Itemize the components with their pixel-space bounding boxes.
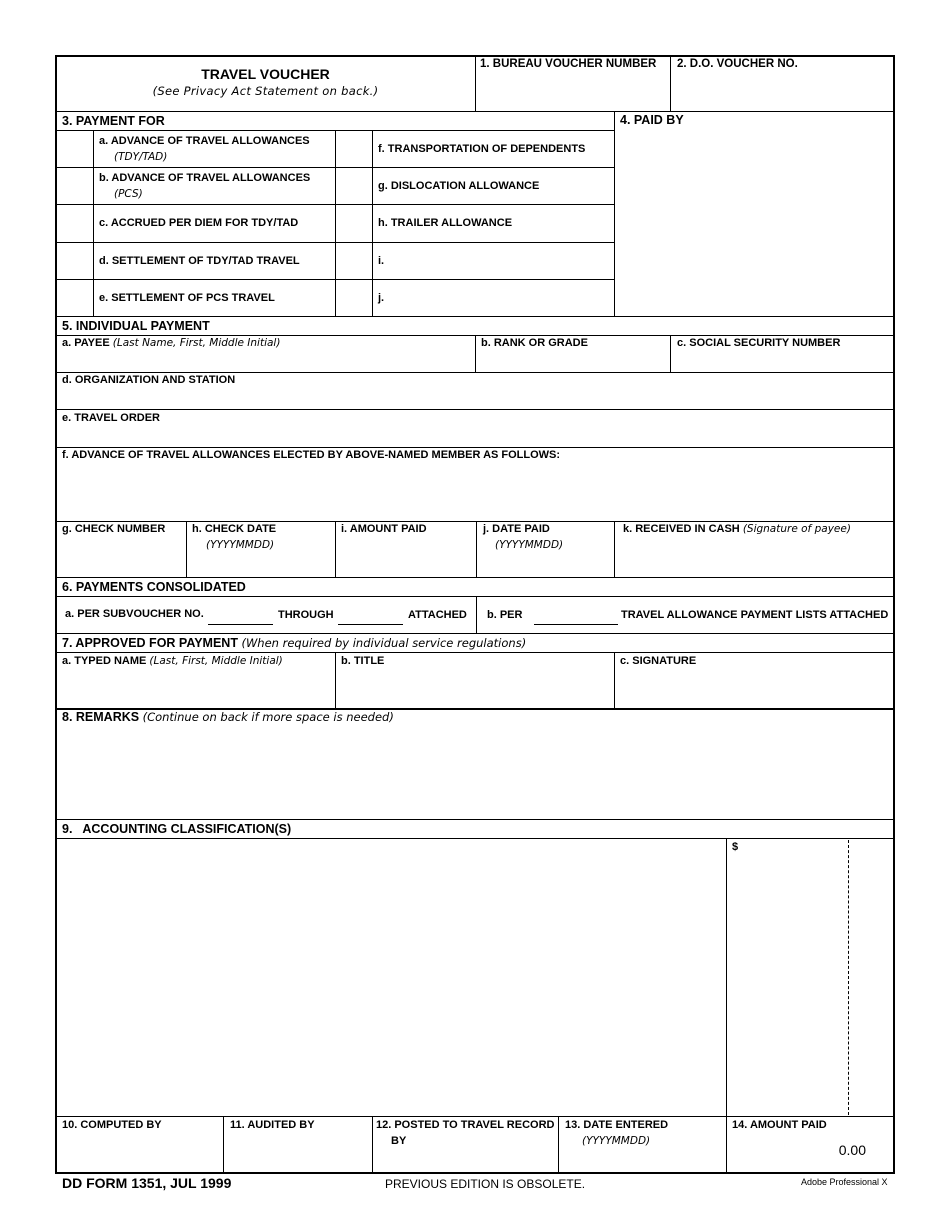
rule <box>726 1116 727 1173</box>
checkbox-advance-pcs[interactable] <box>57 168 92 203</box>
payment-item-j: j. <box>378 292 385 304</box>
payee-label-text: a. PAYEE <box>62 337 110 349</box>
payment-item-c: c. ACCRUED PER DIEM FOR TDY/TAD <box>99 217 299 229</box>
amount-paid-input[interactable] <box>337 540 474 575</box>
approved-title <box>62 636 526 650</box>
rule <box>335 521 336 577</box>
payment-item-d: d. SETTLEMENT OF TDY/TAD TRAVEL <box>99 255 300 267</box>
check-date-input[interactable] <box>188 556 333 575</box>
date-paid-label: j. DATE PAID <box>483 523 550 535</box>
ssn-label: c. SOCIAL SECURITY NUMBER <box>677 337 841 349</box>
amount-dashed-rule <box>848 840 849 1115</box>
checkbox-transport-dependents[interactable] <box>337 131 371 166</box>
accounting-title: 9. ACCOUNTING CLASSIFICATION(S) <box>62 822 292 836</box>
check-number-input[interactable] <box>58 540 184 575</box>
per-lists-input[interactable] <box>534 606 618 623</box>
software-note: Adobe Professional X <box>801 1177 888 1187</box>
rule <box>56 652 894 653</box>
rule <box>56 447 894 448</box>
subvoucher-from-input[interactable] <box>208 606 273 623</box>
rule <box>476 596 477 633</box>
typed-name-hint: (Last, First, Middle Initial) <box>149 655 283 667</box>
remarks-title <box>62 710 394 724</box>
rule <box>56 633 894 634</box>
date-entered-format: (YYYYMMDD) <box>582 1135 651 1147</box>
payment-for-title: 3. PAYMENT FOR <box>62 114 165 128</box>
checkbox-item-i[interactable] <box>337 243 371 278</box>
computed-by-input[interactable] <box>58 1136 221 1171</box>
per-subvoucher-label: a. PER SUBVOUCHER NO. <box>65 608 204 620</box>
travel-order-label: e. TRAVEL ORDER <box>62 412 160 424</box>
checkbox-trailer[interactable] <box>337 205 371 241</box>
remarks-hint: (Continue on back if more space is needed) <box>142 710 394 724</box>
payment-item-g: g. DISLOCATION ALLOWANCE <box>378 180 540 192</box>
posted-label-line1: 12. POSTED TO TRAVEL RECORD <box>376 1119 555 1131</box>
audited-by-input[interactable] <box>225 1136 370 1171</box>
per-label: b. PER <box>487 609 523 621</box>
rule <box>56 838 894 839</box>
rule <box>56 819 894 820</box>
check-date-label: h. CHECK DATE <box>192 523 277 535</box>
checkbox-advance-tdy[interactable] <box>57 131 92 166</box>
received-cash-hint: (Signature of payee) <box>742 523 851 535</box>
approved-title-text: 7. APPROVED FOR PAYMENT <box>62 636 238 650</box>
approver-title-input[interactable] <box>337 671 612 706</box>
check-number-label: g. CHECK NUMBER <box>62 523 166 535</box>
approver-signature[interactable] <box>616 671 892 706</box>
rule <box>223 1116 224 1173</box>
rule <box>56 316 894 317</box>
rule <box>475 335 476 372</box>
rule <box>93 130 94 316</box>
advance-input[interactable] <box>58 464 892 519</box>
received-cash-text: k. RECEIVED IN CASH <box>623 523 740 535</box>
bureau-voucher-label: 1. BUREAU VOUCHER NUMBER <box>480 58 657 70</box>
rule <box>56 521 894 522</box>
per-lists-line <box>534 624 618 625</box>
subvoucher-to-line <box>338 624 403 625</box>
remarks-title-text: 8. REMARKS <box>62 710 140 724</box>
date-entered-label: 13. DATE ENTERED <box>565 1119 669 1131</box>
rule <box>335 652 336 708</box>
payee-input[interactable] <box>58 352 473 371</box>
remarks-input[interactable] <box>58 727 892 817</box>
paid-by-label: 4. PAID BY <box>620 113 684 127</box>
rule <box>614 521 615 577</box>
rule <box>614 111 615 316</box>
audited-by-label: 11. AUDITED BY <box>230 1119 315 1131</box>
signature-label: c. SIGNATURE <box>620 655 697 667</box>
payee-hint: (Last Name, First, Middle Initial) <box>112 337 281 349</box>
payment-item-f: f. TRANSPORTATION OF DEPENDENTS <box>378 143 586 155</box>
approver-title-label: b. TITLE <box>341 655 385 667</box>
checkbox-item-j[interactable] <box>337 280 371 315</box>
ssn-input[interactable] <box>672 352 892 371</box>
form-title: TRAVEL VOUCHER <box>201 66 330 82</box>
typed-name-text: a. TYPED NAME <box>62 655 147 667</box>
rule <box>56 596 894 597</box>
rule <box>670 335 671 372</box>
do-voucher-label: 2. D.O. VOUCHER NO. <box>677 58 798 70</box>
date-paid-format: (YYYYMMDD) <box>495 539 564 551</box>
rule <box>56 409 894 410</box>
rule <box>614 652 615 708</box>
checkbox-accrued-per-diem[interactable] <box>57 205 92 241</box>
rule <box>726 838 727 1116</box>
amount-paid-total-label: 14. AMOUNT PAID <box>732 1119 827 1131</box>
travel-order-input[interactable] <box>58 427 892 446</box>
payment-item-h: h. TRAILER ALLOWANCE <box>378 217 513 229</box>
payment-item-e: e. SETTLEMENT OF PCS TRAVEL <box>99 292 275 304</box>
paid-by-input[interactable] <box>617 130 892 314</box>
do-voucher-input[interactable] <box>672 74 892 109</box>
form-id: DD FORM 1351, JUL 1999 <box>62 1175 232 1191</box>
date-entered-input[interactable] <box>560 1152 724 1171</box>
individual-payment-title: 5. INDIVIDUAL PAYMENT <box>62 319 210 333</box>
computed-by-label: 10. COMPUTED BY <box>62 1119 162 1131</box>
payment-item-b-sub: (PCS) <box>114 188 143 200</box>
rule <box>56 111 894 112</box>
rule <box>558 1116 559 1173</box>
received-cash-label <box>623 523 851 535</box>
checkbox-settlement-pcs[interactable] <box>57 280 92 315</box>
posted-label-line2: BY <box>391 1135 407 1147</box>
rule <box>372 130 373 316</box>
rule <box>56 372 894 373</box>
accounting-amount-input[interactable] <box>728 856 846 1114</box>
org-label: d. ORGANIZATION AND STATION <box>62 374 236 386</box>
bureau-voucher-input[interactable] <box>477 74 668 109</box>
rank-label: b. RANK OR GRADE <box>481 337 588 349</box>
accounting-input[interactable] <box>58 840 724 1115</box>
checkbox-settlement-tdy[interactable] <box>57 243 92 278</box>
received-cash-signature[interactable] <box>616 540 892 575</box>
advance-label: f. ADVANCE OF TRAVEL ALLOWANCES ELECTED BY ABOVE-NAMED MEMBER AS FOLLOWS: <box>62 449 561 461</box>
date-paid-input[interactable] <box>478 556 612 575</box>
posted-by-input[interactable] <box>374 1152 556 1171</box>
payment-item-a: a. ADVANCE OF TRAVEL ALLOWANCES <box>99 135 310 147</box>
subvoucher-to-input[interactable] <box>338 606 403 623</box>
amount-paid-total-value[interactable]: 0.00 <box>838 1142 866 1158</box>
rule <box>56 1116 894 1117</box>
checkbox-dislocation[interactable] <box>337 168 371 203</box>
payment-item-a-sub: (TDY/TAD) <box>114 151 168 163</box>
rule <box>670 56 671 111</box>
rank-input[interactable] <box>477 352 668 371</box>
subvoucher-from-line <box>208 624 273 625</box>
through-label: THROUGH <box>278 609 334 621</box>
payment-item-b: b. ADVANCE OF TRAVEL ALLOWANCES <box>99 172 311 184</box>
check-date-format: (YYYYMMDD) <box>206 539 275 551</box>
edition-note: PREVIOUS EDITION IS OBSOLETE. <box>385 1177 586 1191</box>
typed-name-input[interactable] <box>58 671 333 706</box>
currency-symbol: $ <box>732 841 739 853</box>
privacy-note: (See Privacy Act Statement on back.) <box>152 84 379 98</box>
approved-hint: (When required by individual service regulations) <box>241 636 527 650</box>
typed-name-label <box>62 655 283 667</box>
attached-label: ATTACHED <box>408 609 467 621</box>
payment-item-i: i. <box>378 255 385 267</box>
rule <box>56 577 894 578</box>
consolidated-title: 6. PAYMENTS CONSOLIDATED <box>62 580 246 594</box>
payee-label <box>62 337 280 349</box>
rule <box>186 521 187 577</box>
rule <box>475 56 476 111</box>
org-input[interactable] <box>58 389 892 408</box>
lists-attached-label: TRAVEL ALLOWANCE PAYMENT LISTS ATTACHED <box>621 609 889 621</box>
accounting-cents-input[interactable] <box>850 842 892 1114</box>
rule <box>476 521 477 577</box>
amount-paid-label: i. AMOUNT PAID <box>341 523 427 535</box>
rule <box>335 130 336 316</box>
rule <box>372 1116 373 1173</box>
